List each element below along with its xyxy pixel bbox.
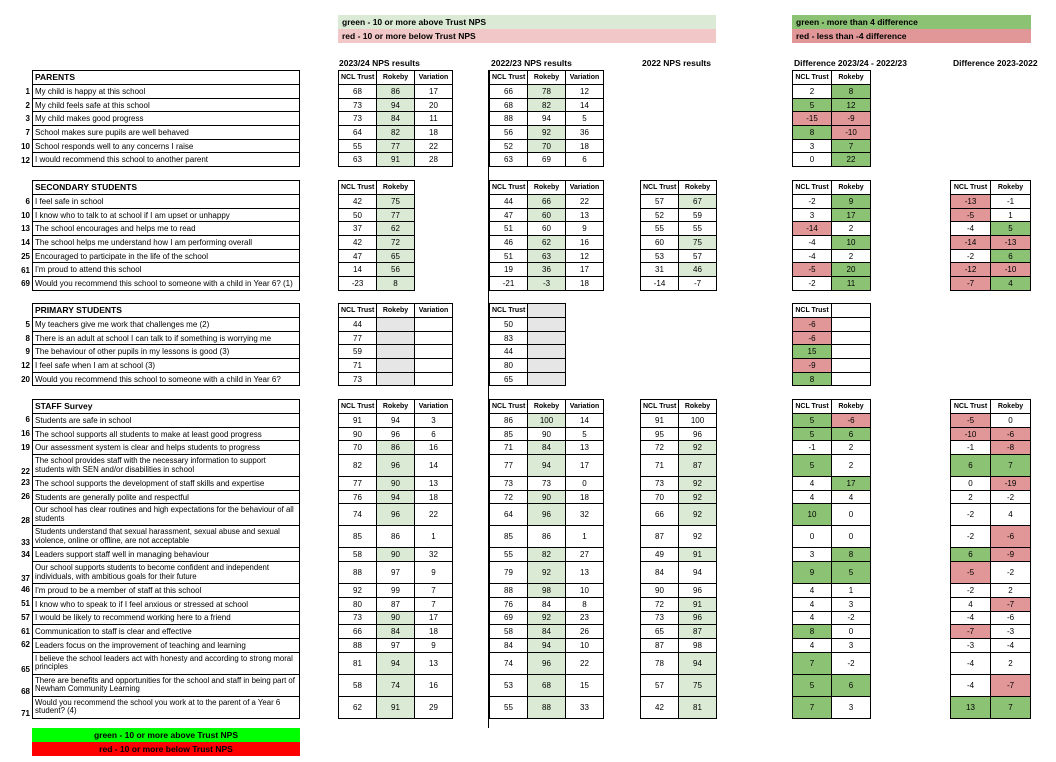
question: Students are safe in school [33, 414, 300, 428]
parents-row-numbers: 1 2 3 7 10 12 [21, 87, 30, 165]
secondary-2022-23: NCL Trust Rokeby Variation 44 66 22 47 60 13 51 60 9 46 62 16 51 63 12 19 36 17 -21 -3 18 [489, 180, 604, 291]
question: Would you recommend the school you work at to the parent of a Year 6 student? (4) [33, 696, 300, 718]
staff-diff-2: NCL Trust Rokeby -5 0 -10 -6 -1 -8 6 7 0 -19 2 -2 -2 4 -2 -6 6 -9 -5 -2 -2 2 4 -7 -4 -6 -7 -3 -3 -4 -4 2 -4 -7 13 7 [950, 399, 1031, 719]
parents-2022-23: NCL Trust Rokeby Variation 66 78 12 68 82 14 88 94 5 56 92 36 52 70 18 63 69 6 [489, 70, 604, 167]
question: I feel safe in school [33, 195, 300, 209]
question: My child makes good progress [33, 112, 300, 126]
question: There are benefits and opportunities for the school and staff in being part of Newham Community Learning [33, 674, 300, 696]
question: Leaders focus on the improvement of teaching and learning [33, 638, 300, 652]
staff-row-numbers: 6 16 19 22 23 26 28 33 34 37 46 51 57 61 62 65 68 71 [21, 415, 30, 718]
question: I know who to talk to at school if I am upset or unhappy [33, 208, 300, 222]
secondary-questions [32, 180, 300, 291]
secondary-2022: NCL Trust Rokeby 57 67 52 59 55 55 60 75 53 57 31 46 -14 -7 [640, 180, 717, 291]
primary-2022-23: NCL Trust 50 83 44 80 65 [489, 303, 566, 386]
question: The behaviour of other pupils in my lessons is good (3) [33, 345, 300, 359]
legend-green-top: green - 10 or more above Trust NPS [338, 15, 716, 29]
title-diff-1: Difference 2023/24 - 2022/23 [794, 58, 907, 68]
question: Would you recommend this school to someone with a child in Year 6? [33, 372, 300, 386]
question: The school supports the development of staff skills and expertise [33, 477, 300, 491]
secondary-title: SECONDARY STUDENTS [33, 181, 300, 195]
question: Encouraged to participate in the life of the school [33, 249, 300, 263]
question: Our assessment system is clear and helps students to progress [33, 441, 300, 455]
parents-diff-1: NCL Trust Rokeby 2 8 5 12 -15 -9 8 -10 3 7 0 22 [792, 70, 871, 167]
question: I would be likely to recommend working here to a friend [33, 611, 300, 625]
question: I feel safe when I am at school (3) [33, 359, 300, 373]
question: Communication to staff is clear and effective [33, 625, 300, 639]
question: School makes sure pupils are well behaved [33, 126, 300, 140]
question: I would recommend this school to another parent [33, 153, 300, 167]
staff-2022-23: NCL Trust Rokeby Variation 86 100 14 85 90 5 71 84 13 77 94 17 73 73 0 72 90 18 64 96 32 85 86 1 55 82 27 79 92 13 88 98 10 76 84 8 69 92 23 58 84 26 84 94 10 74 96 22 53 68 15 55 88 33 [489, 399, 604, 719]
legend-red-diff: red - less than -4 difference [792, 29, 1031, 43]
question: Our school supports students to become confident and independent individuals, with ambitious goals for their future [33, 562, 300, 584]
question: I believe the school leaders act with honesty and according to strong moral principles [33, 652, 300, 674]
title-2022-23: 2022/23 NPS results [491, 58, 572, 68]
secondary-diff-2: NCL Trust Rokeby -13 -1 -5 1 -4 5 -14 -13 -2 6 -12 -10 -7 4 [950, 180, 1031, 291]
parents-questions [32, 70, 300, 167]
question: My child feels safe at this school [33, 98, 300, 112]
question: Would you recommend this school to someone with a child in Year 6? (1) [33, 277, 300, 291]
question: Leaders support staff well in managing behaviour [33, 548, 300, 562]
question: The school supports all students to make at least good progress [33, 427, 300, 441]
primary-questions [32, 303, 300, 386]
secondary-row-numbers: 6 10 13 14 25 61 69 [21, 197, 30, 289]
title-2022: 2022 NPS results [642, 58, 711, 68]
question: Students understand that sexual harassment, sexual abuse and sexual violence, online or offline, are not acceptable [33, 526, 300, 548]
legend-green-diff: green - more than 4 difference [792, 15, 1031, 29]
question: The school encourages and helps me to read [33, 222, 300, 236]
primary-2023-24: NCL Trust Rokeby Variation 44 77 59 71 73 [338, 303, 453, 386]
primary-diff-1: NCL Trust -6 -6 15 -9 8 [792, 303, 871, 386]
question: Our school has clear routines and high expectations for the behaviour of all students [33, 504, 300, 526]
title-diff-2: Difference 2023-2022 [953, 58, 1038, 68]
legend-green-bottom: green - 10 or more above Trust NPS [32, 728, 300, 742]
question: I'm proud to be a member of staff at this school [33, 584, 300, 598]
staff-2022: NCL Trust Rokeby 91 100 95 96 72 92 71 87 73 92 70 92 66 92 87 92 49 91 84 94 90 96 72 91 73 96 65 87 87 98 78 94 57 75 42 81 [640, 399, 717, 719]
question: The school provides staff with the necessary information to support students with SEN and/or disabilities in school [33, 455, 300, 477]
primary-row-numbers: 5 8 9 12 20 [21, 320, 30, 384]
question: My child is happy at this school [33, 85, 300, 99]
staff-title: STAFF Survey [33, 400, 300, 414]
staff-questions [32, 399, 300, 719]
question: My teachers give me work that challenges me (2) [33, 318, 300, 332]
staff-2023-24: NCL Trust Rokeby Variation 91 94 3 90 96 6 70 86 16 82 96 14 77 90 13 76 94 18 74 96 22 85 86 1 58 90 32 88 97 9 92 99 7 80 87 7 73 90 17 66 84 18 88 97 9 81 94 13 58 74 16 62 91 29 [338, 399, 453, 719]
question: Students are generally polite and respectful [33, 490, 300, 504]
question: I know who to speak to if I feel anxious or stressed at school [33, 597, 300, 611]
secondary-diff-1: NCL Trust Rokeby -2 9 3 17 -14 2 -4 10 -4 2 -5 20 -2 11 [792, 180, 871, 291]
question: School responds well to any concerns I raise [33, 139, 300, 153]
question: The school helps me understand how I am performing overall [33, 236, 300, 250]
question: I'm proud to attend this school [33, 263, 300, 277]
title-2023-24: 2023/24 NPS results [339, 58, 420, 68]
parents-title: PARENTS [33, 71, 300, 85]
primary-title: PRIMARY STUDENTS [33, 304, 300, 318]
staff-diff-1: NCL Trust Rokeby 5 -6 5 6 -1 2 5 2 4 17 4 4 10 0 0 0 3 8 9 5 4 1 4 3 4 -2 8 0 4 3 7 -2 5 6 7 3 [792, 399, 871, 719]
question: There is an adult at school I can talk to if something is worrying me [33, 331, 300, 345]
parents-2023-24: NCL Trust Rokeby Variation 68 86 17 73 94 20 73 84 11 64 82 18 55 77 22 63 91 28 [338, 70, 453, 167]
legend-red-bottom: red - 10 or more below Trust NPS [32, 742, 300, 756]
legend-red-top: red - 10 or more below Trust NPS [338, 29, 716, 43]
secondary-2023-24: NCL Trust Rokeby 42 75 50 77 37 62 42 72 47 65 14 56 -23 8 [338, 180, 415, 291]
